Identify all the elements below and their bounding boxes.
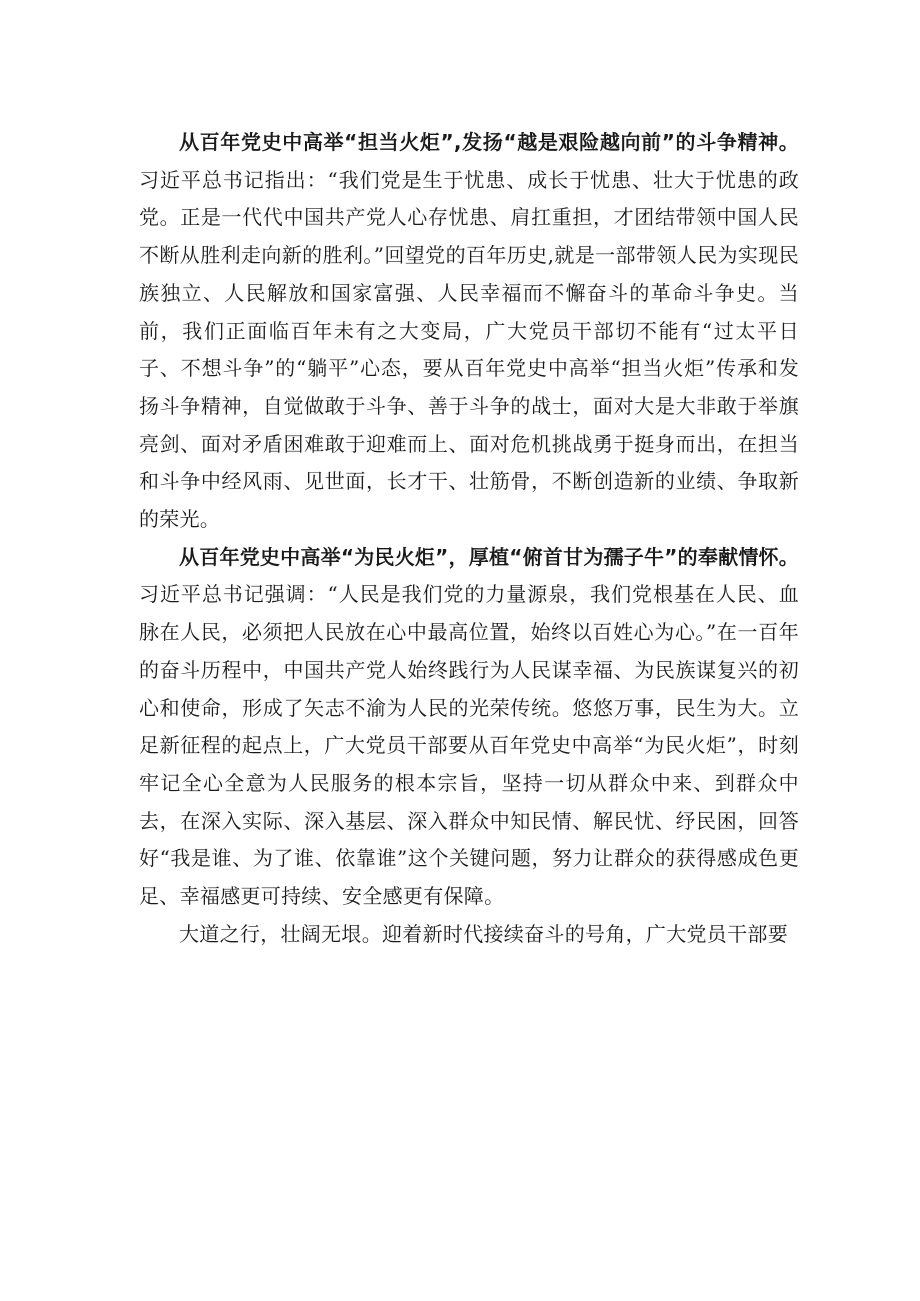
document-body	[139, 124, 799, 953]
paragraph-3-text: 大道之行，壮阔无垠。迎着新时代接续奋斗的号角，广大党员干部要	[179, 921, 788, 946]
paragraph-2-lead: 从百年党史中高举“为民火炬”，厚植“俯首甘为孺子牛”的奉献情怀。	[179, 544, 799, 569]
paragraph-2-text: 习近平总书记强调：“人民是我们党的力量源泉，我们党根基在人民、血脉在人民，必须把人民放在心中最高位置，始终以百姓心为心。”在一百年的奋斗历程中，中国共产党人始终践行为人民谋幸福、为民族谋复兴的初心和使命，形成了矢志不渝为人民的光荣传统。悠悠万事，民生为大。立足新征程的起点上，广大党员干部要从百年党史中高举“为民火炬”，时刻牢记全心全意为人民服务的根本宗旨，坚持一切从群众中来、到群众中去，在深入实际、深入基层、深入群众中知民情、解民忧、纾民困，回答好“我是谁、为了谁、依靠谁”这个关键问题，努力让群众的获得感成色更足、幸福感更可持续、安全感更有保障。	[139, 582, 799, 909]
paragraph-3	[139, 916, 799, 954]
paragraph-2	[139, 539, 799, 916]
paragraph-1-lead: 从百年党史中高举“担当火炬”,发扬“越是艰险越向前”的斗争精神。	[179, 130, 799, 154]
paragraph-1	[139, 124, 799, 539]
paragraph-1-text: 习近平总书记指出：“我们党是生于忧患、成长于忧患、壮大于忧患的政党。正是一代代中国共产党人心存忧患、肩扛重担，才团结带领中国人民不断从胜利走向新的胜利。”回望党的百年历史,就是一部带领人民为实现民族独立、人民解放和国家富强、人民幸福而不懈奋斗的革命斗争史。当前，我们正面临百年未有之大变局，广大党员干部切不能有“过太平日子、不想斗争”的“躺平”心态，要从百年党史中高举“担当火炬”传承和发扬斗争精神，自觉做敢于斗争、善于斗争的战士，面对大是大非敢于举旗亮剑、面对矛盾困难敢于迎难而上、面对危机挑战勇于挺身而出，在担当和斗争中经风雨、见世面，长才干、壮筋骨，不断创造新的业绩、争取新的荣光。	[139, 167, 799, 532]
